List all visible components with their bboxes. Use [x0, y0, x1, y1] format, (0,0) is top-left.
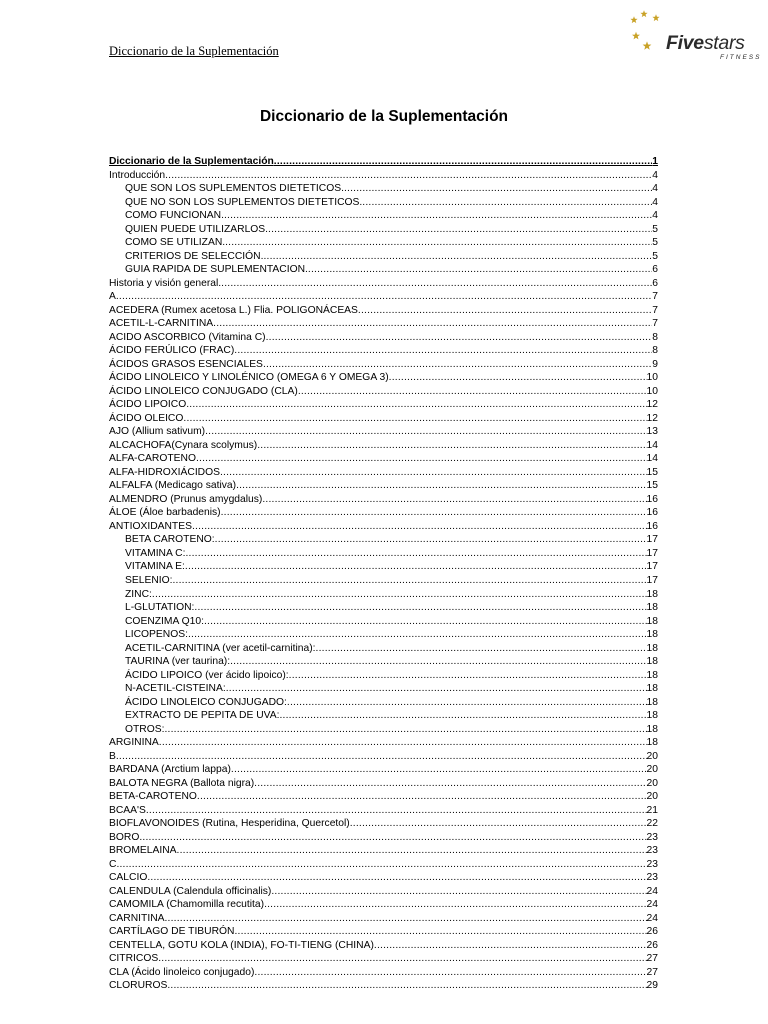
- toc-entry-title: CALENDULA (Calendula officinalis): [109, 885, 272, 897]
- toc-entry-title: COMO FUNCIONAN.: [125, 210, 224, 222]
- toc-entry-page: 16: [646, 507, 658, 519]
- toc-leader-dots: [235, 925, 647, 939]
- toc-entry[interactable]: [109, 804, 658, 818]
- toc-leader-dots: [185, 547, 646, 561]
- toc-entry-title: CLORUROS: [109, 980, 168, 992]
- toc-entry[interactable]: [109, 182, 658, 196]
- toc-entry-page: 1: [652, 156, 658, 167]
- toc-leader-dots: [167, 979, 646, 993]
- toc-entry-title: Diccionario de la Suplementación: [109, 156, 274, 167]
- toc-entry-title: ALFA-HIDROXIÁCIDOS: [109, 466, 220, 478]
- toc-entry-title: AJO (Allium sativum): [109, 426, 206, 438]
- toc-entry-page: 4: [652, 183, 658, 195]
- toc-entry-title: ÁLOE (Áloe barbadenis): [109, 507, 221, 519]
- logo-star: [652, 14, 659, 21]
- toc-entry-title: LICOPENOS:: [125, 629, 188, 641]
- toc-leader-dots: [316, 642, 647, 656]
- toc-leader-dots: [280, 709, 647, 723]
- toc-leader-dots: [165, 912, 647, 926]
- toc-entry[interactable]: [109, 439, 658, 453]
- toc-entry[interactable]: [109, 250, 658, 264]
- toc-entry-page: 18: [646, 723, 658, 735]
- toc-entry-title: ÁCIDO LIPOICO: [109, 399, 187, 411]
- toc-leader-dots: [146, 804, 647, 818]
- document-title: Diccionario de la Suplementación: [259, 108, 509, 125]
- toc-leader-dots: [362, 196, 652, 210]
- toc-leader-dots: [177, 844, 647, 858]
- toc-entry-page: 23: [646, 872, 658, 884]
- toc-entry[interactable]: [109, 452, 658, 466]
- toc-entry-title: QUIEN PUEDE UTILIZARLOS.: [125, 223, 269, 235]
- toc-entry-page: 18: [646, 683, 658, 695]
- toc-entry-page: 18: [646, 669, 658, 681]
- table-of-contents: [109, 155, 658, 993]
- toc-leader-dots: [165, 169, 652, 183]
- toc-entry-title: COMO SE UTILIZAN.: [125, 237, 226, 249]
- toc-leader-dots: [116, 858, 646, 872]
- toc-entry-title: C: [109, 858, 117, 870]
- toc-entry-page: 23: [646, 845, 658, 857]
- toc-entry-title: CLA (Ácido linoleico conjugado): [109, 966, 255, 978]
- toc-entry[interactable]: [109, 601, 658, 615]
- toc-entry-title: ARGININA: [109, 737, 159, 749]
- toc-entry-title: L-GLUTATION:: [125, 602, 195, 614]
- toc-entry[interactable]: [109, 790, 658, 804]
- toc-entry-title: CRITERIOS DE SELECCIÓN.: [125, 250, 264, 262]
- toc-entry-page: 6: [652, 264, 658, 276]
- toc-entry-page: 20: [646, 777, 658, 789]
- toc-leader-dots: [266, 331, 653, 345]
- toc-entry-title: CITRICOS: [109, 953, 159, 965]
- toc-entry[interactable]: [109, 898, 658, 912]
- toc-entry-page: 18: [646, 588, 658, 600]
- toc-entry[interactable]: [109, 831, 658, 845]
- toc-entry-title: QUE SON LOS SUPLEMENTOS DIETETICOS.: [125, 183, 344, 195]
- toc-entry-page: 17: [646, 547, 658, 559]
- toc-entry-page: 27: [646, 966, 658, 978]
- toc-leader-dots: [350, 817, 647, 831]
- toc-entry-page: 7: [652, 304, 658, 316]
- toc-leader-dots: [231, 763, 647, 777]
- toc-entry-page: 22: [646, 818, 658, 830]
- toc-entry-page: 18: [646, 737, 658, 749]
- toc-leader-dots: [287, 696, 647, 710]
- toc-entry-title: QUE NO SON LOS SUPLEMENTOS DIETETICOS.: [125, 196, 363, 208]
- toc-entry[interactable]: [109, 588, 658, 602]
- toc-entry-title: ZINC:: [125, 588, 152, 600]
- toc-leader-dots: [139, 831, 646, 845]
- toc-entry-title: CARNITINA: [109, 912, 165, 924]
- toc-entry[interactable]: [109, 290, 658, 304]
- toc-entry-page: 4: [652, 169, 658, 181]
- toc-leader-dots: [274, 155, 652, 169]
- toc-leader-dots: [215, 533, 647, 547]
- toc-leader-dots: [188, 628, 647, 642]
- toc-entry-title: ALMENDRO (Prunus amygdalus): [109, 493, 263, 505]
- toc-leader-dots: [196, 452, 647, 466]
- toc-entry[interactable]: [109, 885, 658, 899]
- toc-entry[interactable]: [109, 331, 658, 345]
- toc-entry-title: BALOTA NEGRA (Ballota nigra): [109, 777, 255, 789]
- toc-leader-dots: [221, 277, 652, 291]
- logo-star: [630, 16, 637, 23]
- logo-star: [640, 10, 647, 17]
- toc-entry[interactable]: [109, 385, 658, 399]
- toc-entry-page: 24: [646, 899, 658, 911]
- toc-leader-dots: [358, 304, 652, 318]
- toc-entry[interactable]: [109, 412, 658, 426]
- toc-entry-title: A: [109, 291, 116, 303]
- toc-entry[interactable]: [109, 506, 658, 520]
- logo-word-five: Five: [666, 32, 704, 54]
- toc-entry-page: 14: [646, 453, 658, 465]
- toc-entry[interactable]: [109, 317, 658, 331]
- toc-entry-title: VITAMINA C:: [125, 547, 186, 559]
- toc-entry-page: 24: [646, 912, 658, 924]
- toc-entry[interactable]: [109, 209, 658, 223]
- toc-entry[interactable]: [109, 155, 658, 169]
- toc-entry-title: BARDANA (Arctium lappa): [109, 764, 231, 776]
- toc-leader-dots: [192, 520, 647, 534]
- toc-leader-dots: [220, 466, 647, 480]
- toc-entry-page: 5: [652, 237, 658, 249]
- toc-entry[interactable]: [109, 723, 658, 737]
- logo-star: [632, 32, 640, 40]
- toc-entry-title: ÁCIDO LIPOICO (ver ácido lipoico):: [125, 669, 289, 681]
- toc-entry-page: 18: [646, 602, 658, 614]
- toc-entry-title: ALCACHOFA(Cynara scolymus): [109, 439, 258, 451]
- toc-entry-page: 24: [646, 885, 658, 897]
- logo-wordmark: [666, 32, 745, 55]
- toc-entry[interactable]: [109, 371, 658, 385]
- toc-leader-dots: [344, 182, 652, 196]
- toc-entry-page: 20: [646, 764, 658, 776]
- toc-entry[interactable]: [109, 615, 658, 629]
- toc-entry-title: ÁCIDOS GRASOS ESENCIALES: [109, 358, 263, 370]
- toc-entry[interactable]: [109, 763, 658, 777]
- toc-entry-title: BIOFLAVONOIDES (Rutina, Hesperidina, Quercetol): [109, 818, 350, 830]
- toc-entry-title: CALCIO: [109, 872, 148, 884]
- toc-entry-title: CAMOMILA (Chamomilla recutita): [109, 899, 265, 911]
- toc-entry-title: BORO: [109, 831, 140, 843]
- toc-entry[interactable]: [109, 520, 658, 534]
- toc-entry-page: 29: [646, 980, 658, 992]
- toc-entry-page: 12: [646, 399, 658, 411]
- toc-entry-title: ANTIOXIDANTES: [109, 520, 192, 532]
- toc-entry-title: ÁCIDO LINOLEICO Y LINOLÉNICO (OMEGA 6 Y OMEGA 3): [109, 372, 389, 384]
- toc-entry-page: 8: [652, 331, 658, 343]
- toc-entry-title: ALFA-CAROTENO: [109, 453, 196, 465]
- toc-entry-title: ALFALFA (Medicago sativa): [109, 480, 237, 492]
- toc-leader-dots: [116, 750, 647, 764]
- toc-entry-title: N-ACETIL-CISTEINA:: [125, 683, 226, 695]
- toc-leader-dots: [389, 371, 647, 385]
- toc-leader-dots: [298, 385, 647, 399]
- toc-entry-page: 15: [646, 480, 658, 492]
- toc-entry-page: 27: [646, 953, 658, 965]
- toc-entry-page: 7: [652, 291, 658, 303]
- toc-leader-dots: [152, 588, 647, 602]
- toc-leader-dots: [263, 250, 652, 264]
- toc-entry-page: 15: [646, 466, 658, 478]
- toc-leader-dots: [234, 344, 652, 358]
- toc-entry-title: CENTELLA, GOTU KOLA (INDIA), FO-TI-TIENG (CHINA): [109, 939, 374, 951]
- toc-entry-title: Historia y visión general.: [109, 277, 222, 289]
- toc-entry[interactable]: [109, 777, 658, 791]
- toc-entry-title: EXTRACTO DE PEPITA DE UVA:: [125, 710, 280, 722]
- toc-entry[interactable]: [109, 750, 658, 764]
- toc-entry[interactable]: [109, 642, 658, 656]
- toc-entry-page: 18: [646, 642, 658, 654]
- toc-entry[interactable]: [109, 533, 658, 547]
- toc-leader-dots: [230, 655, 646, 669]
- toc-entry-page: 10: [646, 372, 658, 384]
- toc-entry[interactable]: [109, 223, 658, 237]
- toc-entry-page: 8: [652, 345, 658, 357]
- toc-entry[interactable]: [109, 736, 658, 750]
- toc-entry[interactable]: [109, 560, 658, 574]
- toc-leader-dots: [257, 439, 646, 453]
- toc-leader-dots: [289, 669, 647, 683]
- toc-entry[interactable]: [109, 925, 658, 939]
- toc-entry-title: SELENIO:: [125, 574, 173, 586]
- toc-entry[interactable]: [109, 682, 658, 696]
- logo-subtitle: FITNESS: [720, 54, 762, 61]
- toc-entry-page: 9: [652, 358, 658, 370]
- toc-entry-title: B: [109, 750, 116, 762]
- toc-entry[interactable]: [109, 966, 658, 980]
- toc-leader-dots: [173, 574, 647, 588]
- toc-entry-page: 10: [646, 385, 658, 397]
- fivestars-logo: [622, 6, 762, 66]
- toc-entry[interactable]: [109, 547, 658, 561]
- toc-entry-page: 4: [652, 210, 658, 222]
- toc-entry[interactable]: [109, 236, 658, 250]
- toc-entry-title: ACETIL-L-CARNITINA: [109, 318, 214, 330]
- toc-entry[interactable]: [109, 425, 658, 439]
- toc-entry-page: 12: [646, 412, 658, 424]
- toc-entry-title: ACETIL-CARNITINA (ver acetil-carnitina):: [125, 642, 316, 654]
- toc-entry[interactable]: [109, 263, 658, 277]
- toc-leader-dots: [194, 601, 646, 615]
- toc-entry-page: 18: [646, 629, 658, 641]
- toc-leader-dots: [308, 263, 652, 277]
- toc-entry-title: BCAA'S: [109, 804, 146, 816]
- toc-leader-dots: [263, 358, 652, 372]
- toc-entry-title: Introducción: [109, 169, 166, 181]
- toc-leader-dots: [225, 236, 652, 250]
- toc-entry-page: 26: [646, 939, 658, 951]
- toc-entry[interactable]: [109, 574, 658, 588]
- toc-entry-page: 5: [652, 250, 658, 262]
- toc-entry-page: 5: [652, 223, 658, 235]
- toc-entry-page: 21: [646, 804, 658, 816]
- toc-leader-dots: [213, 317, 652, 331]
- toc-entry-title: ÁCIDO OLEICO: [109, 412, 184, 424]
- toc-entry[interactable]: [109, 344, 658, 358]
- toc-entry-title: VITAMINA E:: [125, 561, 185, 573]
- toc-entry[interactable]: [109, 196, 658, 210]
- toc-entry-page: 17: [646, 534, 658, 546]
- toc-entry-title: BETA-CAROTENO: [109, 791, 197, 803]
- toc-entry-title: ÁCIDO LINOLEICO CONJUGADO:: [125, 696, 287, 708]
- toc-leader-dots: [254, 777, 646, 791]
- toc-entry-page: 6: [652, 277, 658, 289]
- toc-entry[interactable]: [109, 628, 658, 642]
- toc-entry[interactable]: [109, 358, 658, 372]
- toc-entry-page: 17: [646, 561, 658, 573]
- toc-leader-dots: [186, 398, 646, 412]
- toc-entry-page: 14: [646, 439, 658, 451]
- toc-entry[interactable]: [109, 655, 658, 669]
- toc-entry-title: COENZIMA Q10:: [125, 615, 204, 627]
- toc-leader-dots: [164, 723, 646, 737]
- toc-entry-page: 16: [646, 520, 658, 532]
- running-header: Diccionario de la Suplementación: [109, 44, 279, 58]
- toc-leader-dots: [236, 479, 646, 493]
- toc-entry[interactable]: [109, 669, 658, 683]
- toc-entry-title: ACIDO ASCORBICO (Vitamina C): [109, 331, 266, 343]
- toc-entry[interactable]: [109, 169, 658, 183]
- toc-entry-page: 23: [646, 858, 658, 870]
- toc-leader-dots: [221, 506, 647, 520]
- toc-entry-page: 23: [646, 831, 658, 843]
- toc-entry-title: ÁCIDO LINOLEICO CONJUGADO (CLA): [109, 385, 298, 397]
- toc-entry-page: 20: [646, 791, 658, 803]
- toc-entry-title: ÁCIDO FERÚLICO (FRAC): [109, 345, 235, 357]
- toc-entry-page: 13: [646, 426, 658, 438]
- toc-leader-dots: [271, 885, 646, 899]
- toc-leader-dots: [224, 209, 652, 223]
- toc-entry-page: 26: [646, 926, 658, 938]
- toc-entry[interactable]: [109, 939, 658, 953]
- toc-entry-page: 18: [646, 615, 658, 627]
- toc-entry[interactable]: [109, 858, 658, 872]
- toc-leader-dots: [158, 952, 646, 966]
- toc-entry-page: 7: [652, 318, 658, 330]
- toc-leader-dots: [116, 290, 652, 304]
- toc-entry-title: BETA CAROTENO:: [125, 534, 215, 546]
- toc-leader-dots: [254, 966, 646, 980]
- toc-entry-title: TAURINA (ver taurina):: [125, 656, 231, 668]
- toc-entry[interactable]: [109, 979, 658, 993]
- toc-leader-dots: [268, 223, 652, 237]
- toc-leader-dots: [226, 682, 647, 696]
- toc-leader-dots: [374, 939, 647, 953]
- toc-entry-page: 18: [646, 696, 658, 708]
- toc-entry[interactable]: [109, 952, 658, 966]
- toc-leader-dots: [204, 615, 647, 629]
- toc-entry-title: BROMELAINA: [109, 845, 177, 857]
- toc-entry[interactable]: [109, 844, 658, 858]
- toc-entry-page: 18: [646, 656, 658, 668]
- toc-entry-title: ACEDERA (Rumex acetosa L.) Flia. POLIGONÁCEAS: [109, 304, 358, 316]
- toc-entry[interactable]: [109, 479, 658, 493]
- toc-leader-dots: [183, 412, 646, 426]
- toc-entry-page: 18: [646, 710, 658, 722]
- toc-entry-title: OTROS:: [125, 723, 165, 735]
- logo-word-stars: stars: [703, 32, 745, 54]
- toc-entry[interactable]: [109, 871, 658, 885]
- toc-leader-dots: [262, 493, 646, 507]
- toc-entry[interactable]: [109, 493, 658, 507]
- toc-entry[interactable]: [109, 304, 658, 318]
- toc-leader-dots: [264, 898, 646, 912]
- toc-entry-page: 17: [646, 574, 658, 586]
- toc-entry[interactable]: [109, 912, 658, 926]
- toc-entry[interactable]: [109, 277, 658, 291]
- toc-entry[interactable]: [109, 696, 658, 710]
- toc-entry-page: 16: [646, 493, 658, 505]
- toc-leader-dots: [197, 790, 647, 804]
- toc-leader-dots: [147, 871, 646, 885]
- toc-leader-dots: [205, 425, 646, 439]
- toc-entry-title: GUIA RAPIDA DE SUPLEMENTACION.: [125, 264, 308, 276]
- logo-star: [643, 41, 652, 49]
- toc-entry[interactable]: [109, 398, 658, 412]
- toc-leader-dots: [159, 736, 647, 750]
- toc-entry-title: CARTÍLAGO DE TIBURÓN: [109, 926, 235, 938]
- toc-entry-page: 20: [646, 750, 658, 762]
- toc-leader-dots: [185, 560, 647, 574]
- toc-entry[interactable]: [109, 709, 658, 723]
- toc-entry-page: 4: [652, 196, 658, 208]
- toc-entry[interactable]: [109, 466, 658, 480]
- toc-entry[interactable]: [109, 817, 658, 831]
